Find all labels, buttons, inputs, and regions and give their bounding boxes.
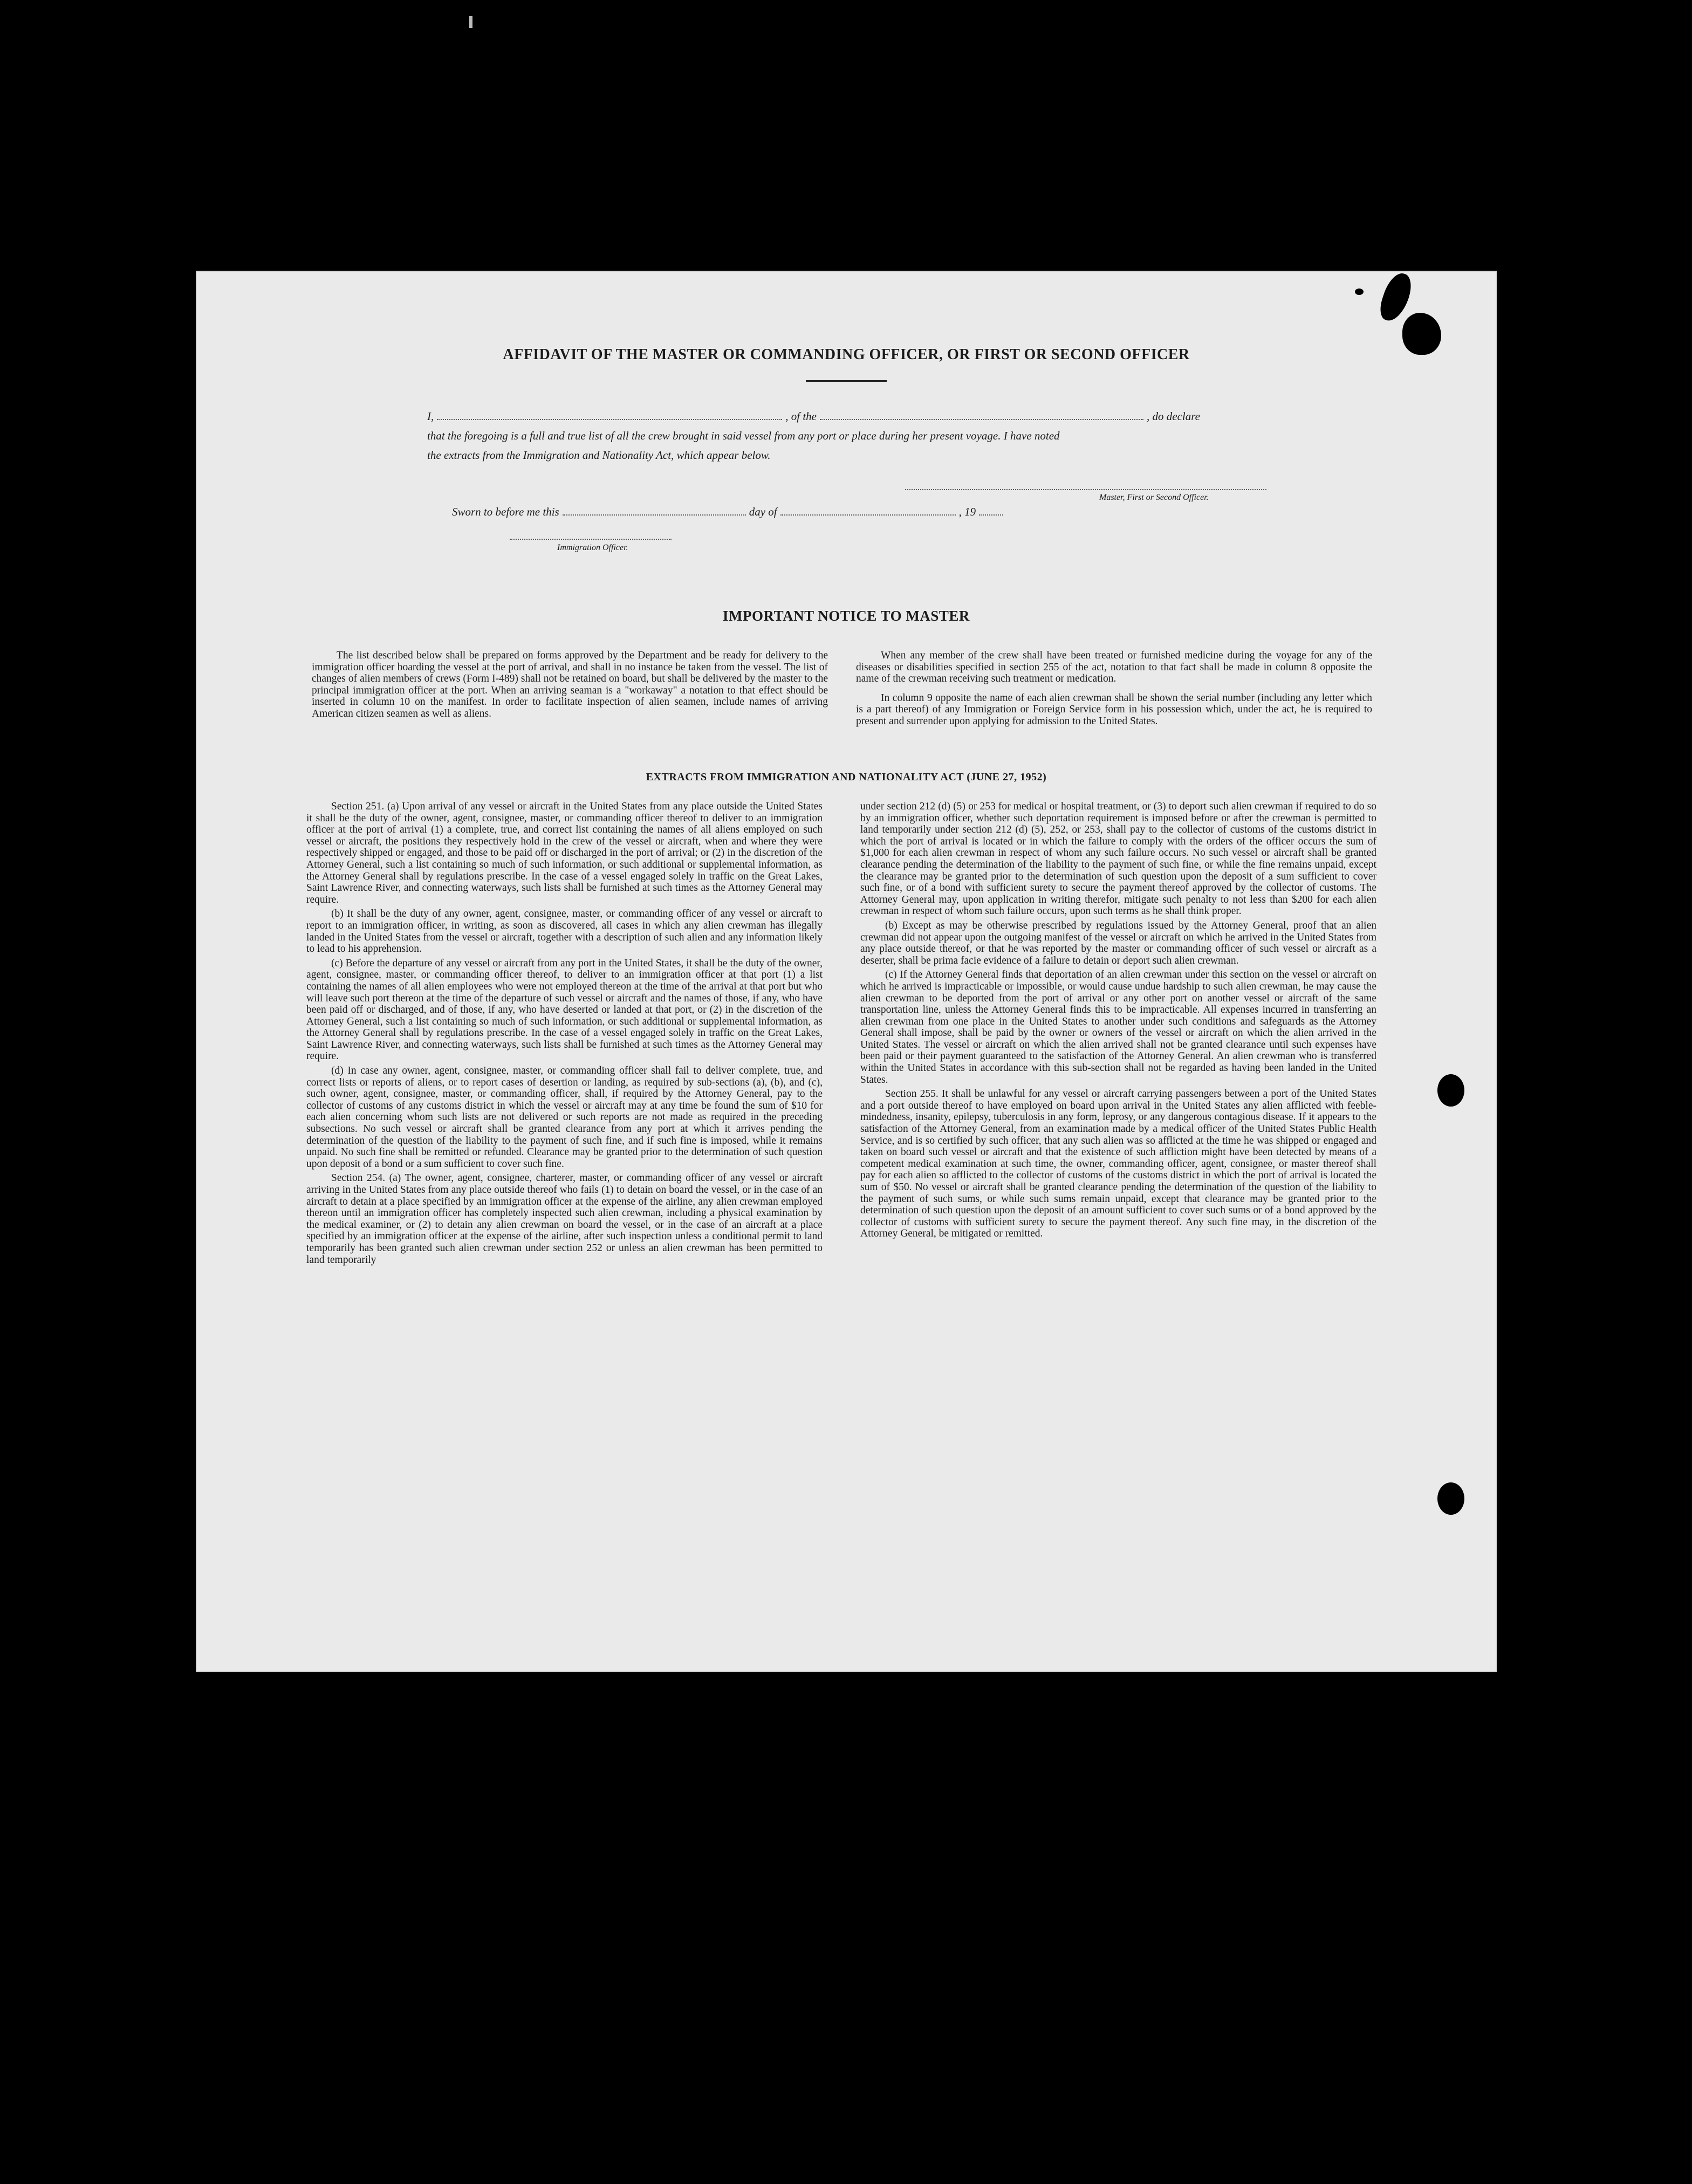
affidavit-declaration — [427, 407, 1290, 465]
master-caption: Master, First or Second Officer. — [1099, 493, 1209, 502]
document-page — [196, 271, 1497, 1672]
extract-paragraph: (b) Except as may be otherwise prescribed by regulations issued by the Attorney General, proof that an alien crewman did not appear upon the outgoing manifest of the vessel or aircraft on which he arrived in the United States from any place outside thereof, or that he was reported by the master or commanding officer of such vessel or aircraft as a deserter, shall be prima facie evidence of a failure to detain or deport such alien crewman. — [860, 919, 1376, 966]
year-prefix: , 19 — [958, 505, 976, 518]
declaration-i: I, — [427, 410, 434, 423]
punch-hole — [1437, 1482, 1464, 1515]
extract-paragraph: (b) It shall be the duty of any owner, agent, consignee, master, or commanding officer of any vessel or aircraft to report to an immigration officer, in writing, as soon as discovered, all cases in which any alien crewman has illegally landed in the United States from the vessel or aircraft, together with a description of such alien and any information likely to lead to his apprehension. — [306, 908, 823, 955]
vessel-blank[interactable] — [820, 410, 1143, 420]
sworn-to-label: Sworn to before me this — [452, 505, 559, 518]
declaration-line-3: the extracts from the Immigration and Nationality Act, which appear below. — [427, 449, 771, 462]
extracts-left-column — [306, 801, 823, 1268]
notice-left-column — [312, 650, 828, 727]
master-signature-line[interactable] — [905, 489, 1266, 490]
ink-blot — [1355, 289, 1364, 295]
sworn-month-blank[interactable] — [780, 506, 956, 516]
extract-paragraph: (d) In case any owner, agent, consignee, master, or commanding officer shall fail to deliver complete, true, and correct lists or reports of aliens, or to report cases of desertion or landing, as required by sub-sections (a), (b), and (c), such owner, agent, consignee, master, or commanding officer, shall, if required by the Attorney General, pay to the collector of customs of any customs district in which the vessel or aircraft may at any time be found the sum of $10 for each alien concerning whom such lists are not delivered or such reports are not made as required in the preceding subsections. No such vessel or aircraft shall be granted clearance from any port at which it arrives pending the determination of the question of the liability to the payment of such fine, and if such fine is imposed, while it remains unpaid. No such fine shall be remitted or refunded. Clearance may be granted prior to the determination of such question upon deposit of a bond or a sum sufficient to cover such fine. — [306, 1065, 823, 1170]
extracts-right-column — [860, 801, 1376, 1242]
sworn-day-blank[interactable] — [563, 506, 746, 516]
extract-paragraph: (c) Before the departure of any vessel or aircraft from any port in the United States, it shall be the duty of the owner, agent, consignee, master, or commanding officer thereof, to deliver to an immigration officer at that port (1) a list containing the names of all alien employees who were not employed thereon at the time of the arrival at that port but who will leave such port thereon at the time of the departure of such vessel or aircraft and the names of those, if any, who have been paid off or discharged, and of those, if any, who have deserted or landed at that port, or (2) in the discretion of the Attorney General, such a list containing so much of such information, or such additional or supplemental information, as the Attorney General shall by regulations prescribe. In the case of a vessel engaged solely in traffic on the Great Lakes, Saint Lawrence River, and connecting waterways, such lists shall be furnished at such times as the Attorney General may require. — [306, 957, 823, 1062]
extract-paragraph: Section 254. (a) The owner, agent, consignee, charterer, master, or commanding officer of any vessel or aircraft arriving in the United States from any place outside thereof who fails (1) to detain on board the vessel, or in the case of an aircraft to detain at a place specified by an immigration officer at the expense of the airline, any alien crewman employed thereon until an immigration officer has completely inspected such alien crewman, including a physical examination by the medical examiner, or (2) to detain any alien crewman on board the vessel, or in the case of an aircraft at a place specified by an immigration officer at the expense of the airline, after such inspection unless a conditional permit to land temporarily has been granted such alien crewman under section 252 or unless an alien crewman has been permitted to land temporarily — [306, 1172, 823, 1266]
extract-paragraph: Section 251. (a) Upon arrival of any vessel or aircraft in the United States from any place outside the United States it shall be the duty of the owner, agent, consignee, master, or commanding officer thereof to deliver to an immigration officer at the port of arrival (1) a complete, true, and correct list containing the names of all aliens employed on such vessel or aircraft, the positions they respectively hold in the crew of the vessel or aircraft, when and where they were respectively shipped or engaged, and those to be paid off or discharged in the port of arrival; or (2) in the discretion of the Attorney General, such a list containing so much of such information, or such additional or supplemental information, as the Attorney General shall by regulations prescribe. In the case of a vessel engaged solely in traffic on the Great Lakes, Saint Lawrence River, and connecting waterways, such lists shall be furnished at such times as the Attorney General may require. — [306, 801, 823, 905]
name-blank[interactable] — [437, 410, 782, 420]
notice-title: IMPORTANT NOTICE TO MASTER — [723, 608, 970, 624]
immigration-officer-caption: Immigration Officer. — [557, 543, 628, 552]
extracts-title: EXTRACTS FROM IMMIGRATION AND NATIONALITY ACT (JUNE 27, 1952) — [646, 771, 1047, 783]
day-of-label: day of — [749, 505, 777, 518]
notice-right-column — [856, 650, 1372, 734]
extract-paragraph: under section 212 (d) (5) or 253 for medical or hospital treatment, or (3) to deport such alien crewman if required to do so by an immigration officer, whether such deportation requirement is imposed before or after the crewman is permitted to land temporarily under section 212 (d) (5), 252, or 253, shall pay to the collector of customs of the customs district in which the port of arrival is located or in which the failure to comply with the orders of the officer occurs the sum of $1,000 for each alien crewman in respect of whom any such failure occurs. No such vessel or aircraft shall be granted clearance pending the determination of the liability to the payment of such fine, or while the fine remains unpaid, except the clearance may be granted prior to the determination of such question upon the deposit of a sum sufficient to cover such fine, or of a bond with sufficient surety to secure the payment thereof approved by the collector of customs. The Attorney General may, upon application in writing therefor, mitigate such penalty to not less than $200 for each alien crewman in respect of whom such failure occurs, upon such terms as he shall think proper. — [860, 801, 1376, 917]
sworn-line — [452, 505, 1006, 519]
punch-hole — [1437, 1074, 1464, 1107]
title-rule — [806, 380, 887, 382]
declaration-line-2: that the foregoing is a full and true list of all the crew brought in said vessel from any port or place during her present voyage. I have noted — [427, 429, 1060, 442]
scan-mark — [469, 16, 472, 28]
notice-paragraph: The list described below shall be prepared on forms approved by the Department and be ready for delivery to the immigration officer boarding the vessel at the port of arrival, and shall in no instance be taken from the vessel. The list of changes of alien members of crews (Form I-489) shall not be retained on board, but shall be delivered by the master to the principal immigration officer at the port. When an arriving seaman is a "workaway" a notation to that effect should be inserted in column 10 on the manifest. In order to facilitate inspection of alien seamen, include names of arriving American citizen seamen as well as aliens. — [312, 650, 828, 719]
extract-paragraph: Section 255. It shall be unlawful for any vessel or aircraft carrying passengers between a port of the United States and a port outside thereof to have employed on board upon arrival in the United States any alien afflicted with feeble-mindedness, insanity, epilepsy, tuberculosis in any form, leprosy, or any dangerous contagious disease. If it appears to the satisfaction of the Attorney General, from an examination made by a medical officer of the United States Public Health Service, and is so certified by such officer, that any such alien was so afflicted at the time he was shipped or engaged and taken on board such vessel or aircraft and that the existence of such affliction might have been detected by means of a competent medical examination at such time, the owner, commanding officer, agent, consignee, or master thereof shall pay for each alien so afflicted to the collector of customs of the customs district in which the port of arrival is located the sum of $50. No vessel or aircraft shall be granted clearance pending the determination of the question of the liability to the payment of such sums, or while such sums remain unpaid, except that clearance may be granted prior to the determination of such question upon the deposit of an amount sufficient to cover such sums or of a bond approved by the collector of customs with sufficient surety to secure the payment thereof. Any such fine may, in the discretion of the Attorney General, be mitigated or remitted. — [860, 1088, 1376, 1240]
declaration-of-the: , of the — [785, 410, 817, 423]
declaration-do-declare: , do declare — [1147, 410, 1200, 423]
immigration-officer-signature-line[interactable] — [510, 539, 672, 540]
notice-paragraph: When any member of the crew shall have been treated or furnished medicine during the voyage for any of the diseases or disabilities specified in section 255 of the act, notation to that fact shall be made in column 8 opposite the name of the crewman receiving such treatment or medication. — [856, 650, 1372, 684]
affidavit-title: AFFIDAVIT OF THE MASTER OR COMMANDING OFFICER, OR FIRST OR SECOND OFFICER — [503, 346, 1190, 363]
extract-paragraph: (c) If the Attorney General finds that deportation of an alien crewman under this section on the vessel or aircraft on which he arrived is impracticable or impossible, or would cause undue hardship to such alien crewman, he may cause the alien crewman to be deported from the port of arrival or any other port on another vessel or aircraft of the same transportation line, unless the Attorney General finds this to be impracticable. All expenses incurred in transferring an alien crewman from one place in the United States to another under such conditions and safeguards as the Attorney General shall impose, shall be paid by the owner or owners of the vessel or aircraft on which the alien arrived in the United States. The vessel or aircraft on which the alien arrived shall not be granted clearance until such expenses have been paid or their payment guaranteed to the satisfaction of the Attorney General. An alien crewman who is transferred within the United States in accordance with this sub-section shall not be regarded as having been landed in the United States. — [860, 969, 1376, 1086]
notice-paragraph: In column 9 opposite the name of each alien crewman shall be shown the serial number (including any letter which is a part thereof) of any Immigration or Foreign Service form in his possession which, under the act, he is required to present and surrender upon applying for admission to the United States. — [856, 692, 1372, 727]
sworn-year-blank[interactable] — [979, 506, 1003, 516]
